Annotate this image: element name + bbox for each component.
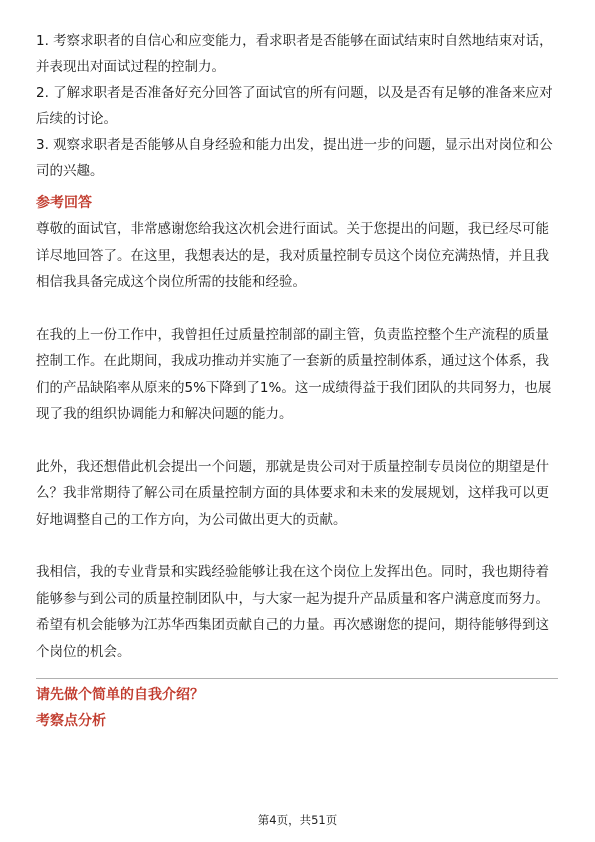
analysis-item: 2. 了解求职者是否准备好充分回答了面试官的所有问题，以及是否有足够的准备来应对后续的讨论。 [36,85,553,127]
analysis-subheading: 考察点分析 [36,713,106,729]
analysis-list [36,28,558,184]
reference-answer-body [36,216,558,665]
question-heading: 请先做个简单的自我介绍？ [36,687,204,703]
analysis-item: 1. 考察求职者的自信心和应变能力，看求职者是否能够在面试结束时自然地结束对话，并表现出对面试过程的控制力。 [36,33,553,75]
page-footer: 第4页，共51页 [257,813,338,827]
answer-paragraph: 我相信，我的专业背景和实践经验能够让我在这个岗位上发挥出色。同时，我也期待着能够参与到公司的质量控制团队中，与大家一起为提升产品质量和客户满意度而努力。希望有机会能够为江苏华西集团贡献自己的力量。再次感谢您的提问，期待能够得到这个岗位的机会。 [36,564,549,660]
answer-paragraph: 在我的上一份工作中，我曾担任过质量控制部的副主管，负责监控整个生产流程的质量控制工作。在此期间，我成功推动并实施了一套新的质量控制体系，通过这个体系，我们的产品缺陷率从原来的5%下降到了1%。这一成绩得益于我们团队的共同努力，也展现了我的组织协调能力和解决问题的能力。 [36,326,552,422]
reference-answer-heading: 参考回答 [36,195,92,211]
answer-paragraph: 尊敬的面试官，非常感谢您给我这次机会进行面试。关于您提出的问题，我已经尽可能详尽地回答了。在这里，我想表达的是，我对质量控制专员这个岗位充满热情，并且我相信我具备完成这个岗位所需的技能和经验。 [36,221,549,290]
page-content [36,28,558,734]
answer-paragraph: 此外，我还想借此机会提出一个问题，那就是贵公司对于质量控制专员岗位的期望是什么？我非常期待了解公司在质量控制方面的具体要求和未来的发展规划，这样我可以更好地调整自己的工作方向，为公司做出更大的贡献。 [36,458,549,528]
analysis-item: 3. 观察求职者是否能够从自身经验和能力出发，提出进一步的问题，显示出对岗位和公司的兴趣。 [36,137,553,179]
section-divider [36,678,558,679]
